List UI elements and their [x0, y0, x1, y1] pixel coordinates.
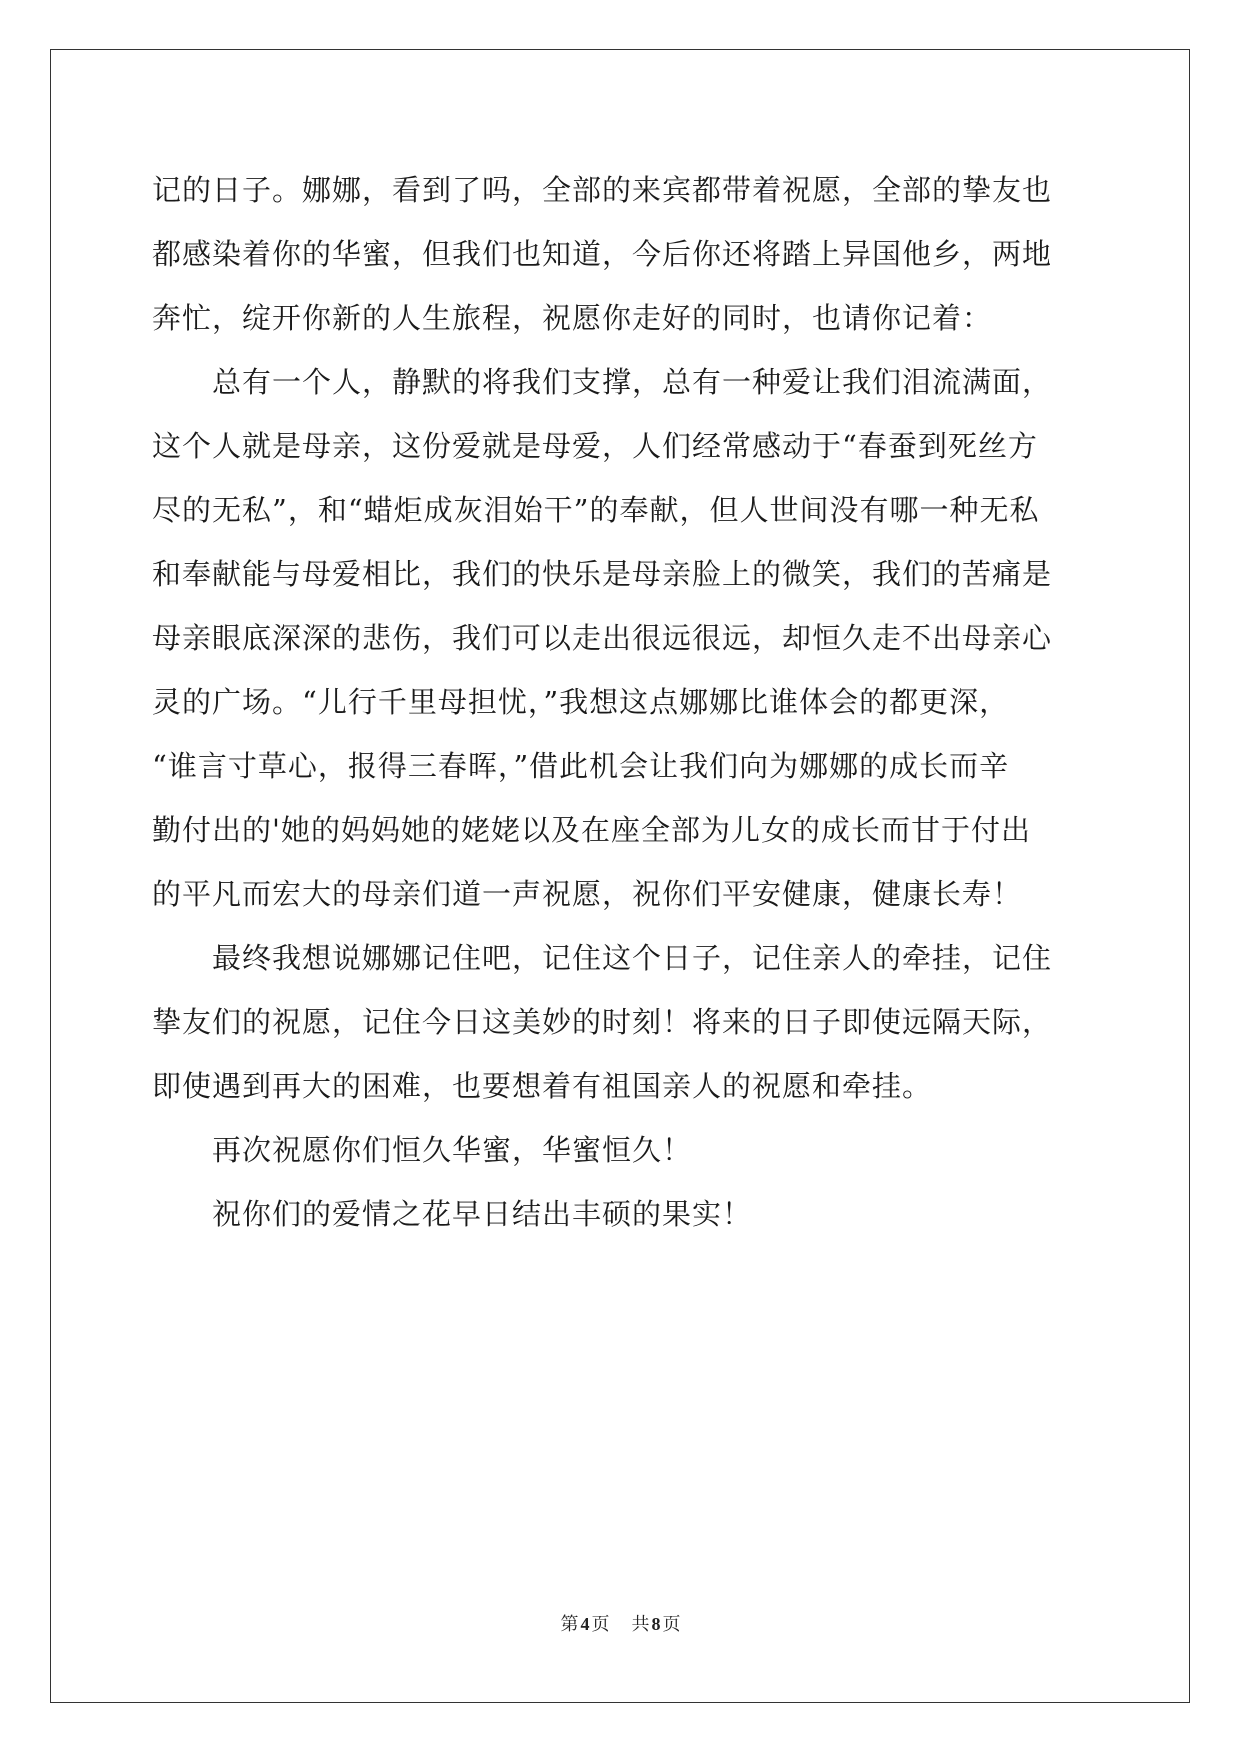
text-line: 奔忙，绽开你新的人生旅程，祝愿你走好的同时，也请你记着： — [152, 301, 993, 335]
text-line: 尽的无私”，和“蜡炬成灰泪始干”的奉献，但人世间没有哪一种无私 — [152, 493, 1040, 527]
text-line: 的平凡而宏大的母亲们道一声祝愿，祝你们平安健康，健康长寿！ — [152, 877, 1023, 911]
text-line: 挚友们的祝愿，记住今日这美妙的时刻！将来的日子即使远隔天际， — [152, 1005, 1053, 1039]
total-pages-number: 8 — [651, 1614, 661, 1634]
page-suffix: 页 — [591, 1614, 610, 1634]
page-prefix: 第 — [560, 1614, 579, 1634]
text-line: “谁言寸草心，报得三春晖，”借此机会让我们向为娜娜的成长而辛 — [152, 749, 1010, 783]
document-body — [152, 158, 1087, 1246]
paragraph-start-line: 总有一个人，静默的将我们支撑，总有一种爱让我们泪流满面， — [152, 365, 1053, 399]
text-line: 都感染着你的华蜜，但我们也知道，今后你还将踏上异国他乡，两地 — [152, 237, 1053, 271]
text-line: 勤付出的'她的妈妈她的姥姥以及在座全部为儿女的成长而甘于付出 — [152, 813, 1031, 847]
total-prefix: 共 — [631, 1614, 650, 1634]
text-line: 母亲眼底深深的悲伤，我们可以走出很远很远，却恒久走不出母亲心 — [152, 621, 1053, 655]
text-line: 和奉献能与母爱相比，我们的快乐是母亲脸上的微笑，我们的苦痛是 — [152, 557, 1053, 591]
paragraph-start-line: 最终我想说娜娜记住吧，记住这个日子，记住亲人的牵挂，记住 — [152, 941, 1053, 975]
current-page-number: 4 — [580, 1614, 590, 1634]
paragraph-start-line: 再次祝愿你们恒久华蜜，华蜜恒久！ — [152, 1133, 693, 1167]
text-line: 这个人就是母亲，这份爱就是母爱，人们经常感动于“春蚕到死丝方 — [152, 429, 1038, 463]
text-line: 灵的广场。“儿行千里母担忧，”我想这点娜娜比谁体会的都更深， — [152, 685, 1010, 719]
text-line: 即使遇到再大的困难，也要想着有祖国亲人的祝愿和牵挂。 — [152, 1069, 933, 1103]
total-suffix: 页 — [662, 1614, 681, 1634]
page-number-footer — [0, 1610, 1241, 1636]
paragraph-start-line: 祝你们的爱情之花早日结出丰硕的果实！ — [152, 1197, 753, 1231]
text-line: 记的日子。娜娜，看到了吗，全部的来宾都带着祝愿，全部的挚友也 — [152, 173, 1053, 207]
